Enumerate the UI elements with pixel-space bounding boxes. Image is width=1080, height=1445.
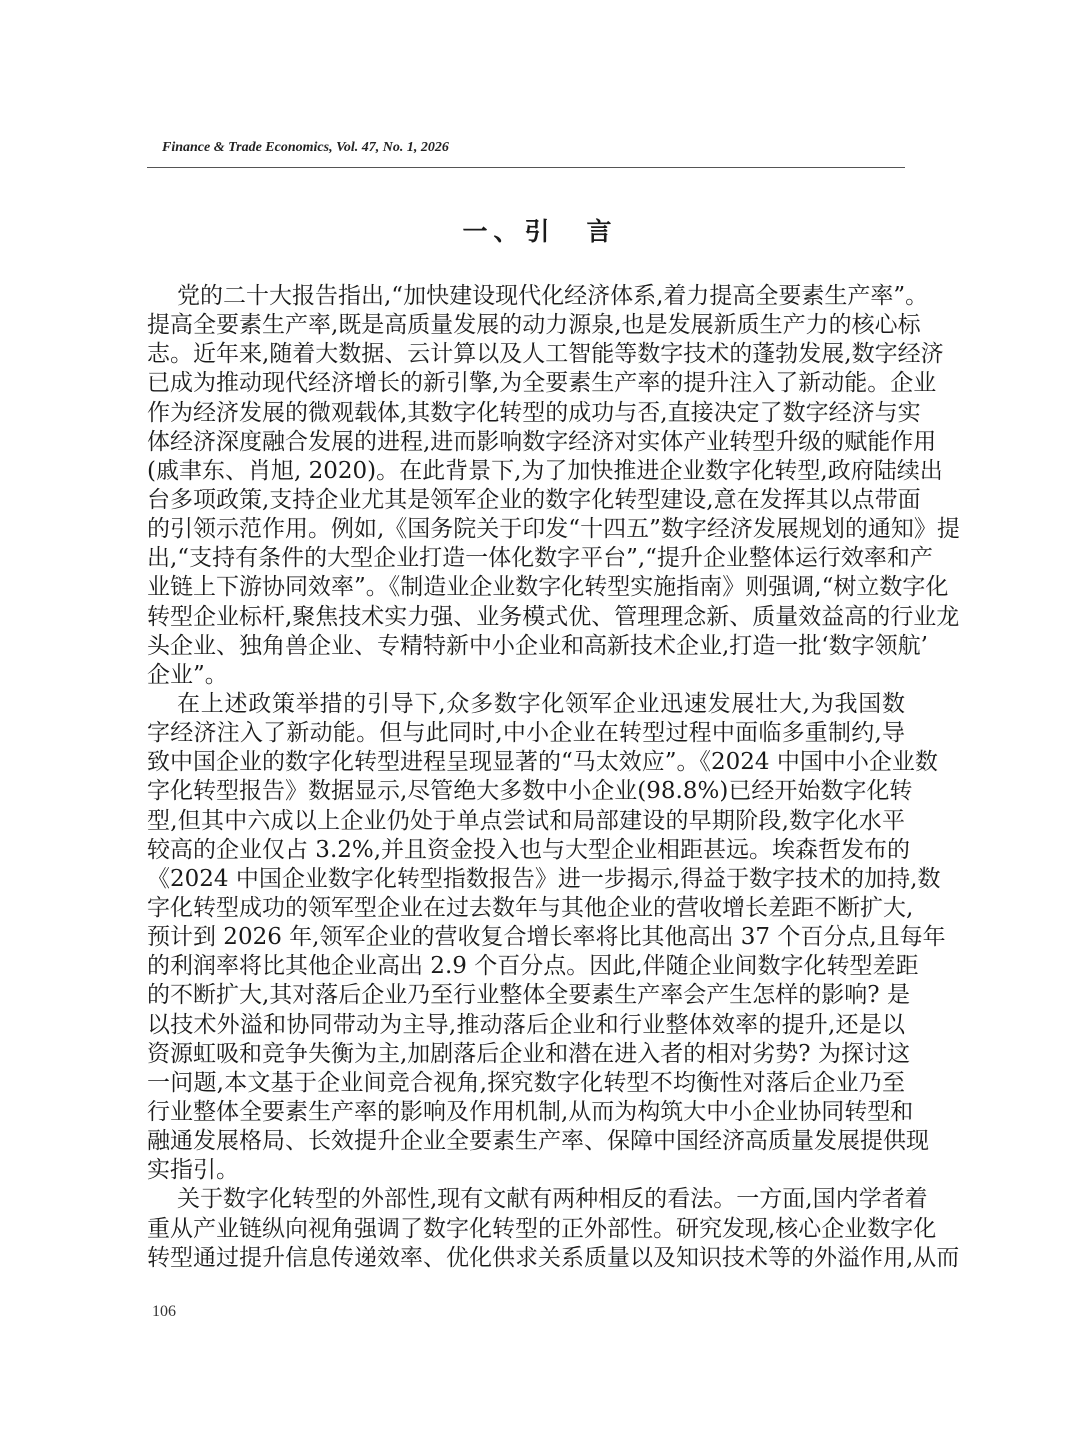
text-line: 业链上下游协同效率”。《制造业企业数字化转型实施指南》则强调,“树立数字化: [147, 574, 949, 601]
paragraph: [147, 1185, 960, 1272]
text-line: 《2024 中国企业数字化转型指数报告》进一步揭示,得益于数字技术的加持,数: [147, 865, 941, 892]
text-line: 致中国企业的数字化转型进程呈现显著的“马太效应”。《2024 中国中小企业数: [147, 749, 938, 776]
text-line: 实指引。: [147, 1157, 239, 1184]
text-line: 体经济深度融合发展的进程,进而影响数字经济对实体产业转型升级的赋能作用: [147, 428, 937, 455]
text-line: 作为经济发展的微观载体,其数字化转型的成功与否,直接决定了数字经济与实: [147, 399, 921, 426]
text-line: 预计到 2026 年,领军企业的营收复合增长率将比其他高出 37 个百分点,且每年: [147, 924, 946, 951]
page-number: 106: [152, 1303, 176, 1320]
text-line: 关于数字化转型的外部性,现有文献有两种相反的看法。一方面,国内学者着: [177, 1186, 928, 1213]
text-line: 字化转型成功的领军型企业在过去数年与其他企业的营收增长差距不断扩大,: [147, 894, 914, 921]
header-rule: [147, 167, 905, 168]
text-line: 行业整体全要素生产率的影响及作用机制,从而为构筑大中小企业协同转型和: [147, 1098, 914, 1125]
text-line: 资源虹吸和竞争失衡为主,加剧落后企业和潜在进入者的相对劣势? 为探讨这: [147, 1040, 910, 1067]
text-line: 出,“支持有条件的大型企业打造一体化数字平台”,“提升企业整体运行效率和产: [147, 545, 933, 572]
body-text: [147, 282, 960, 1273]
text-line: 在上述政策举措的引导下,众多数字化领军企业迅速发展壮大,为我国数: [177, 690, 905, 717]
text-line: 的利润率将比其他企业高出 2.9 个百分点。因此,伴随企业间数字化转型差距: [147, 953, 919, 980]
text-line: 头企业、独角兽企业、专精特新中小企业和高新技术企业,打造一批‘数字领航’: [147, 632, 928, 659]
text-line: 党的二十大报告指出,“加快建设现代化经济体系,着力提高全要素生产率”。: [177, 283, 929, 309]
text-line: 已成为推动现代经济增长的新引擎,为全要素生产率的提升注入了新动能。企业: [147, 370, 937, 397]
text-line: 台多项政策,支持企业尤其是领军企业的数字化转型建设,意在发挥其以点带面: [147, 486, 921, 513]
text-line: 重从产业链纵向视角强调了数字化转型的正外部性。研究发现,核心企业数字化: [147, 1215, 937, 1242]
paragraph: [147, 690, 946, 1185]
text-line: 字经济注入了新动能。但与此同时,中小企业在转型过程中面临多重制约,导: [147, 720, 905, 747]
section-title: 一、引 言: [462, 217, 618, 246]
text-line: 的不断扩大,其对落后企业乃至行业整体全要素生产率会产生怎样的影响? 是: [147, 982, 910, 1009]
text-line: 转型通过提升信息传递效率、优化供求关系质量以及知识技术等的外溢作用,从而: [147, 1244, 960, 1271]
text-line: 一问题,本文基于企业间竞合视角,探究数字化转型不均衡性对落后企业乃至: [147, 1069, 905, 1096]
text-line: 志。近年来,随着大数据、云计算以及人工智能等数字技术的蓬勃发展,数字经济: [147, 341, 944, 368]
text-line: (戚聿东、肖旭, 2020)。在此背景下,为了加快推进企业数字化转型,政府陆续出: [147, 457, 943, 484]
text-line: 融通发展格局、长效提升企业全要素生产率、保障中国经济高质量发展提供现: [147, 1128, 929, 1155]
text-line: 以技术外溢和协同带动为主导,推动落后企业和行业整体效率的提升,还是以: [147, 1011, 905, 1038]
journal-header: Finance & Trade Economics, Vol. 47, No. 1, 2026: [162, 140, 449, 155]
text-line: 型,但其中六成以上企业仍处于单点尝试和局部建设的早期阶段,数字化水平: [147, 807, 905, 834]
text-line: 的引领示范作用。例如,《国务院关于印发“十四五”数字经济发展规划的通知》提: [147, 516, 960, 543]
text-line: 转型企业标杆,聚焦技术实力强、业务模式优、管理理念新、质量效益高的行业龙: [147, 603, 960, 630]
text-line: 较高的企业仅占 3.2%,并且资金投入也与大型企业相距甚远。埃森哲发布的: [147, 836, 911, 863]
text-line: 企业”。: [147, 661, 228, 688]
text-line: 字化转型报告》数据显示,尽管绝大多数中小企业(98.8%)已经开始数字化转: [147, 778, 913, 805]
paragraph: [147, 282, 960, 690]
text-line: 提高全要素生产率,既是高质量发展的动力源泉,也是发展新质生产力的核心标: [147, 312, 921, 339]
